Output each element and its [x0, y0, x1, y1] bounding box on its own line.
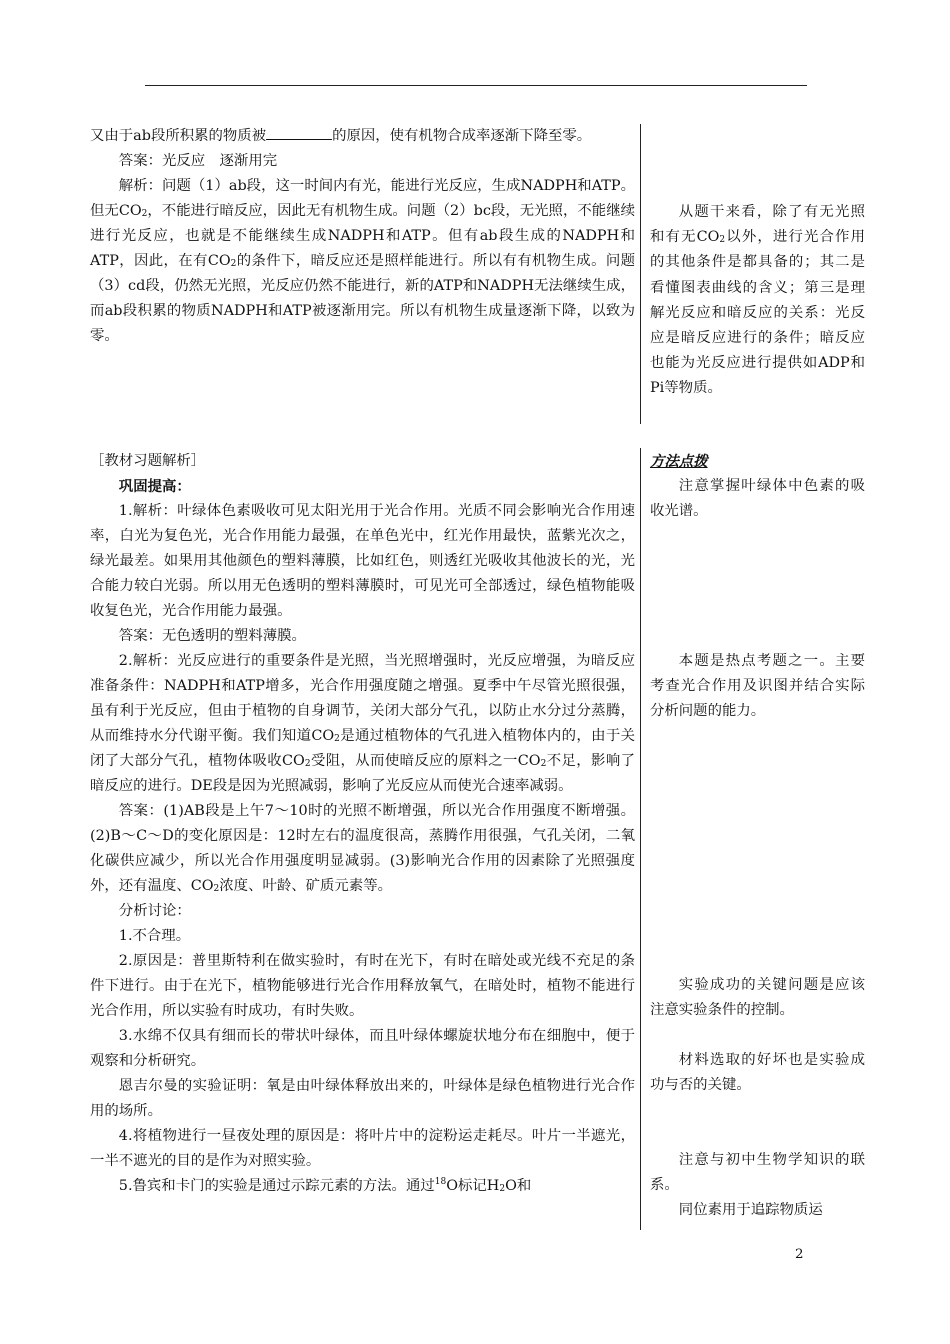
discussion-1: 1.不合理。	[118, 928, 191, 944]
q1-answer: 答案：无色透明的塑料薄膜。	[118, 628, 306, 644]
side-note-2: 本题是热点考题之一。主要考查光合作用及识图并结合实际分析问题的能力。	[650, 653, 865, 720]
q2-answer: 答案：(1)AB段是上午7～10时的光照不断增强，所以光合作用强度不断增强。(2)B～C～D的变化原因是：12时左右的温度很高，蒸腾作用很强，气孔关闭，二氧化碳供应减少，所以光合作用强度明显减弱。(3)影响光合作用的因素除了光照强度外，还有温度、$CO_2$浓度、叶龄、矿质元素等。	[90, 803, 635, 894]
question-line: 又由于ab段所积累的物质被 的原因，使有机物合成率逐渐下降至零。	[90, 128, 592, 144]
section-title: ［教材习题解析］	[90, 453, 206, 469]
side-note-6: 同位素用于追踪物质运	[678, 1202, 823, 1218]
discussion-3: 3.水绵不仅具有细而长的带状叶绿体，而且叶绿体螺旋状地分布在细胞中，便于观察和分析研究。	[90, 1028, 635, 1069]
side-note-5: 注意与初中生物学知识的联系。	[650, 1152, 865, 1194]
side-heading: 方法点拨	[650, 453, 708, 470]
q2-explanation: 2.解析：光反应进行的重要条件是光照，当光照增强时，光反应增强，为暗反应准备条件：NADPH和ATP增多，光合作用强度随之增强。夏季中午尽管光照很强，虽有利于光反应，但由于植物的自身调节，关闭大部分气孔，以防止水分过分蒸腾，从而维持水分代谢平衡。我们知道$CO_2$是通过植物体的气孔进入植物体内的，由于关闭了大部分气孔，植物体吸收$CO_2$受阻，从而使暗反应的原料之一$CO_2$不足，影响了暗反应的进行。DE段是因为光照减弱，影响了光反应从而使光合速率减弱。	[90, 653, 635, 794]
side-note-1: 注意掌握叶绿体中色素的吸收光谱。	[650, 478, 865, 520]
discussion-4: 4.将植物进行一昼夜处理的原因是：将叶片中的淀粉运走耗尽。叶片一半遮光，一半不遮光的目的是作为对照实验。	[90, 1128, 635, 1169]
header-rule	[145, 85, 807, 86]
side-note-3: 实验成功的关键问题是应该注意实验条件的控制。	[650, 977, 865, 1019]
q1-explanation: 1.解析：叶绿体色素吸收可见太阳光用于光合作用。光质不同会影响光合作用速率，白光为复色光，光合作用能力最强，在单色光中，红光作用最快，蓝紫光次之，绿光最差。如果用其他颜色的塑料薄膜，比如红色，则透红光吸收其他波长的光，光合能力较白光弱。所以用无色透明的塑料薄膜时，可见光可全部透过，绿色植物能吸收复色光，光合作用能力最强。	[90, 503, 635, 619]
answer-text: 答案：光反应 逐渐用完	[118, 153, 278, 169]
explanation-text: 解析：问题（1）ab段，这一时间内有光，能进行光反应，生成NADPH和ATP。但无$CO_2$，不能进行暗反应，因此无有机物生成。问题（2）bc段，无光照，不能继续进行光反应，也就是不能继续生成NADPH和ATP。但有ab段生成的NADPH和ATP，因此，在有$CO_2$的条件下，暗反应还是照样能进行。所以有有机物生成。问题（3）cd段，仍然无光照，光反应仍然不能进行，新的ATP和NADPH无法继续生成，而ab段积累的物质NADPH和ATP被逐渐用完。所以有机物生成量逐渐下降，以致为零。	[90, 178, 635, 344]
column-divider-upper	[640, 124, 641, 424]
discussion-5: 5.鲁宾和卡门的实验是通过示踪元素的方法。通过$^{18}$O标记$H_2O$和	[118, 1177, 532, 1194]
column-divider-lower	[640, 448, 641, 1230]
discussion-2: 2.原因是：普里斯特利在做实验时，有时在光下，有时在暗处或光线不充足的条件下进行。由于在光下，植物能够进行光合作用释放氧气，在暗处时，植物不能进行光合作用，所以实验有时成功，有时失败。	[90, 953, 635, 1019]
discussion-3b: 恩吉尔曼的实验证明：氧是由叶绿体释放出来的，叶绿体是绿色植物进行光合作用的场所。	[90, 1078, 635, 1119]
fill-blank	[266, 126, 332, 140]
page-number: 2	[795, 1247, 804, 1262]
subheading-consolidate: 巩固提高：	[118, 478, 191, 495]
side-note-upper: 从题干来看，除了有无光照和有无$CO_2$以外，进行光合作用的其他条件是都具备的；其二是看懂图表曲线的含义；第三是理解光反应和暗反应的关系：光反应是暗反应进行的条件；暗反应也能为光反应进行提供如ADP和Pi等物质。	[650, 204, 865, 397]
textbook-exercise-analysis	[90, 449, 635, 1199]
answer-block-upper	[90, 124, 635, 349]
subheading-discussion: 分析讨论：	[118, 903, 191, 919]
side-note-4: 材料选取的好坏也是实验成功与否的关键。	[650, 1052, 865, 1094]
